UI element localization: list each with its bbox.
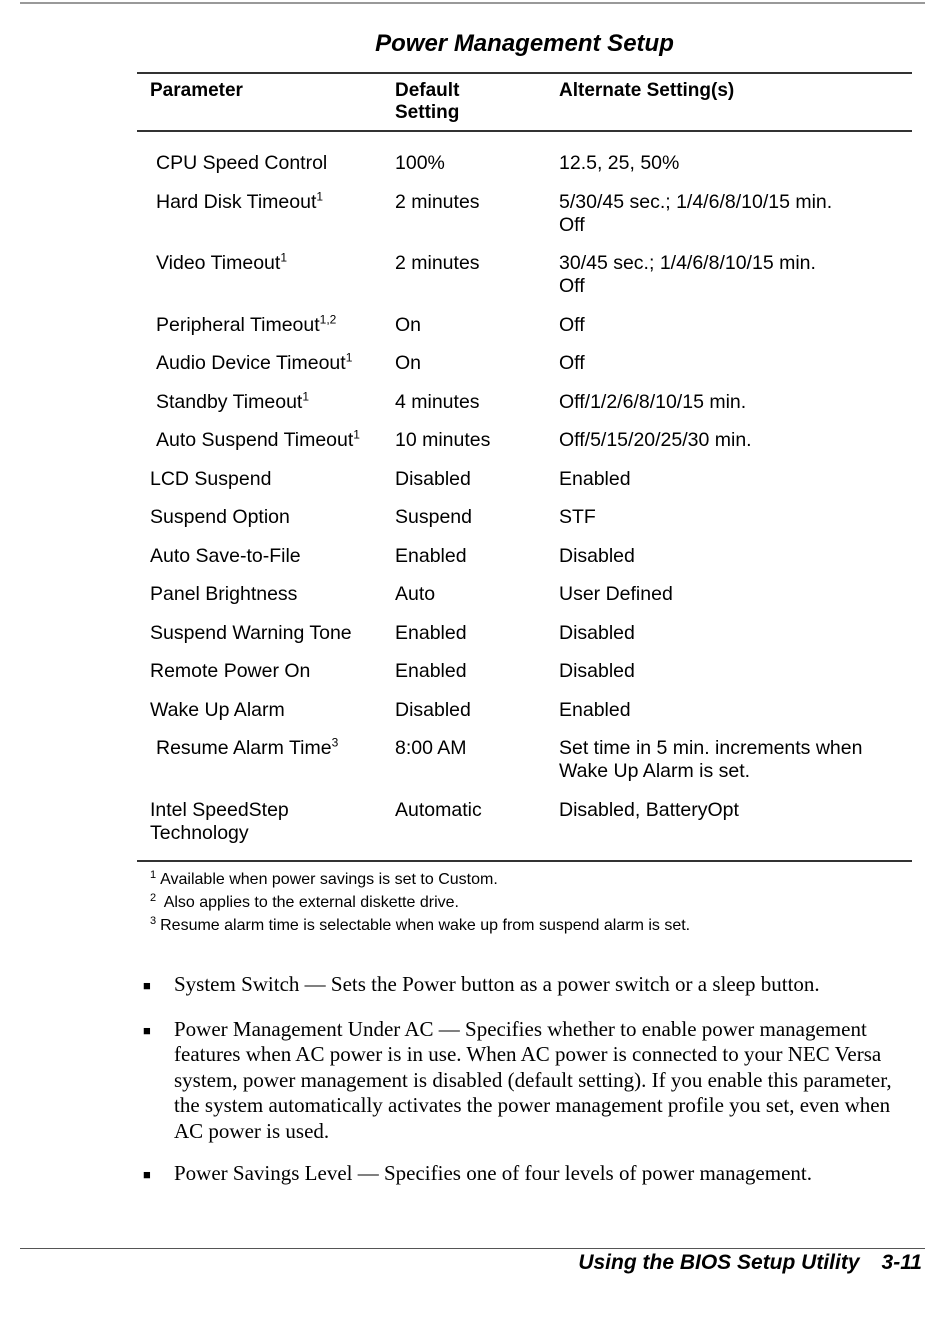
table-row	[137, 468, 912, 507]
alternate-settings-cell: Off/1/2/6/8/10/15 min.	[559, 390, 747, 413]
footnotes	[137, 862, 912, 937]
alternate-settings-cell: Enabled	[559, 698, 631, 721]
parameter-cell	[137, 506, 395, 529]
parameter-name: Video Timeout	[156, 252, 281, 274]
page-footer	[578, 1251, 922, 1275]
alternate-settings-cell: Disabled, BatteryOpt	[559, 798, 739, 821]
table-row	[137, 660, 912, 699]
parameter-cell	[137, 583, 395, 606]
parameter-name: Suspend Option	[150, 506, 290, 528]
parameter-cell	[137, 352, 395, 375]
default-setting-cell: Disabled	[395, 698, 471, 721]
page-number: 3-11	[881, 1251, 922, 1274]
table-title: Power Management Setup	[375, 30, 674, 57]
top-rule	[20, 2, 925, 4]
footnote	[150, 914, 912, 937]
parameter-name: Intel SpeedStep Technology	[150, 798, 289, 844]
parameter-name: Remote Power On	[150, 660, 311, 682]
table-row	[137, 583, 912, 622]
header-alternate-settings: Alternate Setting(s)	[559, 80, 735, 101]
parameter-cell	[137, 429, 395, 452]
alternate-settings-cell: Off	[559, 313, 585, 336]
alternate-settings-cell: Disabled	[559, 544, 635, 567]
parameter-cell	[137, 152, 395, 175]
parameter-name: Panel Brightness	[150, 583, 298, 605]
table-row	[137, 252, 912, 314]
bullet-square-icon: ■	[143, 978, 151, 993]
parameter-name: LCD Suspend	[150, 467, 272, 490]
bullet-list	[143, 972, 913, 1205]
footer-section-title: Using the BIOS Setup Utility	[578, 1251, 860, 1274]
parameter-cell	[137, 314, 395, 337]
parameter-cell	[137, 468, 395, 491]
alternate-settings-cell: 30/45 sec.; 1/4/6/8/10/15 min. Off	[559, 252, 816, 297]
alternate-settings-cell: Disabled	[559, 621, 635, 644]
parameter-cell	[137, 799, 395, 845]
default-setting-cell: On	[395, 313, 422, 336]
parameter-name: Peripheral Timeout	[156, 313, 320, 336]
parameter-name: Audio Device Timeout	[156, 352, 346, 374]
default-setting-cell: Enabled	[395, 621, 467, 644]
footnote-mark: 1	[150, 868, 157, 881]
footnote-text: Resume alarm time is selectable when wake up from suspend alarm is set.	[160, 917, 691, 934]
parameter-cell	[137, 391, 395, 414]
bullet-text: Power Management Under AC — Specifies whether to enable power management features when AC power is in use. When AC power is connected to your NEC Versa system, power management is disabled (default setting). If you enable this parameter, the system automatically activates the power management profile you set, even when AC power is used.	[174, 1016, 892, 1143]
parameter-cell	[137, 699, 395, 722]
table-row	[137, 429, 912, 468]
bullet-text: System Switch — Sets the Power button as a power switch or a sleep button.	[174, 972, 820, 996]
table-row	[137, 622, 912, 661]
alternate-settings-cell: Enabled	[559, 467, 631, 490]
footnote-text: Also applies to the external diskette drive.	[160, 894, 459, 911]
parameter-name: Suspend Warning Tone	[150, 621, 352, 644]
header-parameter: Parameter	[150, 80, 243, 101]
default-setting-cell: On	[395, 352, 422, 374]
parameter-name: Auto Save-to-File	[150, 544, 301, 567]
parameter-cell	[137, 737, 395, 783]
footnote-mark: 2	[150, 891, 157, 904]
power-management-table	[137, 72, 912, 937]
bullet-item	[143, 1161, 913, 1189]
bullet-text: Power Savings Level — Specifies one of four levels of power management.	[174, 1160, 812, 1185]
footnote-ref: 3	[331, 735, 339, 750]
alternate-settings-cell: Off/5/15/20/25/30 min.	[559, 429, 752, 451]
parameter-name: Standby Timeout	[156, 390, 303, 413]
alternate-settings-cell: Disabled	[559, 660, 635, 682]
bullet-item	[143, 972, 913, 1000]
bullet-item	[143, 1017, 913, 1145]
footnote-ref: 1	[316, 189, 324, 203]
alternate-settings-cell: STF	[559, 506, 596, 528]
alternate-settings-cell: 5/30/45 sec.; 1/4/6/8/10/15 min. Off	[559, 190, 833, 236]
default-setting-cell: Disabled	[395, 467, 471, 490]
table-body	[137, 132, 912, 860]
default-setting-cell: Automatic	[395, 798, 482, 821]
table-row	[137, 352, 912, 391]
table-row	[137, 191, 912, 253]
footnote-ref: 1	[302, 389, 310, 403]
footnote-text: Available when power savings is set to Custom.	[160, 871, 498, 888]
parameter-cell	[137, 545, 395, 568]
parameter-name: CPU Speed Control	[156, 152, 328, 174]
alternate-settings-cell: Off	[559, 352, 585, 374]
footnote-ref: 1	[280, 250, 287, 265]
parameter-cell	[137, 660, 395, 683]
table-row	[137, 152, 912, 191]
bullet-square-icon: ■	[143, 1022, 151, 1038]
footnote	[150, 891, 912, 914]
table-row	[137, 545, 912, 584]
default-setting-cell: Suspend	[395, 506, 472, 528]
default-setting-cell: 4 minutes	[395, 390, 480, 413]
parameter-name: Auto Suspend Timeout	[156, 429, 354, 451]
parameter-cell	[137, 622, 395, 645]
header-default-setting: Default Setting	[395, 80, 460, 123]
footnote	[150, 868, 912, 891]
footnote-mark: 3	[150, 914, 157, 927]
table-header	[137, 74, 912, 130]
parameter-cell	[137, 252, 395, 298]
footnote-ref: 1	[353, 427, 360, 442]
bullet-square-icon: ■	[143, 1166, 151, 1182]
table-row	[137, 799, 912, 861]
table-row	[137, 391, 912, 430]
default-setting-cell: 2 minutes	[395, 190, 480, 213]
table-row	[137, 699, 912, 738]
footnote-ref: 1	[345, 350, 353, 365]
alternate-settings-cell: 12.5, 25, 50%	[559, 152, 680, 174]
default-setting-cell: Enabled	[395, 660, 467, 682]
parameter-name: Hard Disk Timeout	[156, 190, 317, 213]
default-setting-cell: 2 minutes	[395, 252, 480, 274]
parameter-name: Wake Up Alarm	[150, 698, 285, 721]
alternate-settings-cell: User Defined	[559, 583, 673, 605]
footnote-ref: 1,2	[319, 312, 337, 326]
default-setting-cell: Enabled	[395, 544, 467, 567]
footer-rule	[20, 1248, 925, 1249]
default-setting-cell: Auto	[395, 583, 436, 605]
default-setting-cell: 8:00 AM	[395, 737, 467, 759]
table-row	[137, 506, 912, 545]
default-setting-cell: 10 minutes	[395, 429, 491, 451]
table-row	[137, 314, 912, 353]
alternate-settings-cell: Set time in 5 min. increments when Wake Up Alarm is set.	[559, 737, 863, 782]
parameter-name: Resume Alarm Time	[156, 737, 332, 759]
parameter-cell	[137, 191, 395, 237]
table-row	[137, 737, 912, 799]
default-setting-cell: 100%	[395, 152, 445, 174]
